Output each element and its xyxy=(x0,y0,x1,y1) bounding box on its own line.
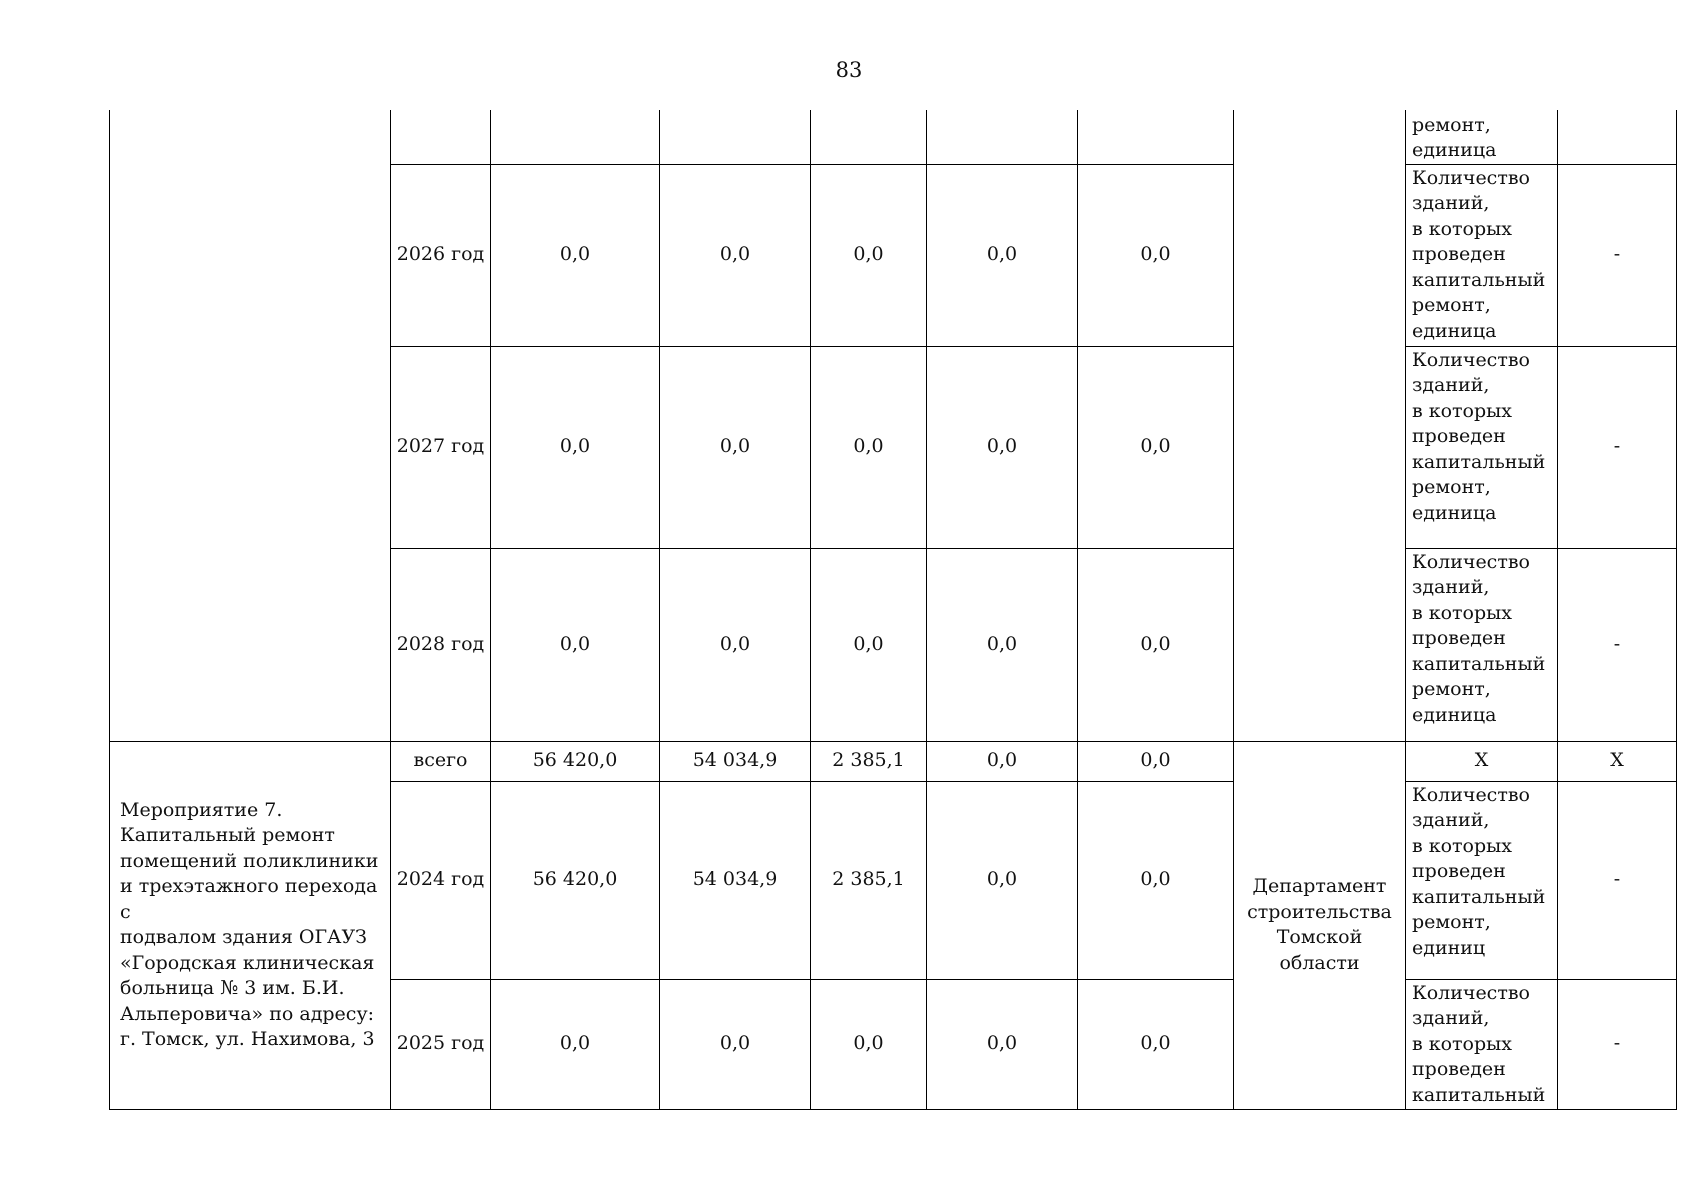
table-row xyxy=(110,741,1677,781)
value-cell: 54 034,9 xyxy=(660,741,811,781)
value-cell: 0,0 xyxy=(811,979,927,1109)
value-cell: 2 385,1 xyxy=(811,781,927,979)
value-cell xyxy=(927,110,1078,164)
value-cell: 0,0 xyxy=(660,548,811,741)
value-cell: 0,0 xyxy=(927,164,1078,346)
value-cell: 0,0 xyxy=(1078,346,1234,548)
value-cell: 0,0 xyxy=(811,346,927,548)
value-cell: 56 420,0 xyxy=(491,781,660,979)
indicator-cell: Количество зданий, в которых проведен капитальный ремонт, единица xyxy=(1406,548,1558,741)
value-cell: 0,0 xyxy=(811,164,927,346)
value-cell: 0,0 xyxy=(491,548,660,741)
value-cell: 56 420,0 xyxy=(491,741,660,781)
value-cell: 0,0 xyxy=(1078,781,1234,979)
target-cell: - xyxy=(1558,346,1677,548)
value-cell: 0,0 xyxy=(1078,741,1234,781)
indicator-cell: Количество зданий, в которых проведен капитальный ремонт, единиц xyxy=(1406,781,1558,979)
value-cell: 0,0 xyxy=(660,979,811,1109)
value-cell xyxy=(811,110,927,164)
value-cell: 0,0 xyxy=(811,548,927,741)
value-cell: 0,0 xyxy=(927,346,1078,548)
target-cell xyxy=(1558,110,1677,164)
indicator-cell: Количество зданий, в которых проведен капитальный ремонт, единица xyxy=(1406,164,1558,346)
value-cell xyxy=(660,110,811,164)
value-cell: 0,0 xyxy=(927,548,1078,741)
value-cell: 0,0 xyxy=(927,741,1078,781)
value-cell: 0,0 xyxy=(491,164,660,346)
value-cell xyxy=(1078,110,1234,164)
indicator-cell: Количество зданий, в которых проведен капитальный xyxy=(1406,979,1558,1109)
page-number: 83 xyxy=(835,58,863,82)
value-cell: 0,0 xyxy=(660,346,811,548)
target-cell: - xyxy=(1558,979,1677,1109)
target-cell: Х xyxy=(1558,741,1677,781)
year-cell: 2028 год xyxy=(391,548,491,741)
target-cell: - xyxy=(1558,548,1677,741)
value-cell: 54 034,9 xyxy=(660,781,811,979)
value-cell: 0,0 xyxy=(660,164,811,346)
value-cell xyxy=(491,110,660,164)
period-cell: всего xyxy=(391,741,491,781)
program-table xyxy=(109,110,1677,1110)
event-name-cell: Мероприятие 7. Капитальный ремонт помещений поликлиники и трехэтажного перехода с подвалом здания ОГАУЗ «Городская клиническая больница № 3 им. Б.И. Альперовича» по адресу: г. Томск, ул. Нахимова, 3 xyxy=(110,741,391,1109)
value-cell: 0,0 xyxy=(927,979,1078,1109)
indicator-cell: Х xyxy=(1406,741,1558,781)
table-row xyxy=(110,110,1677,164)
executor-cell: Департамент строительства Томской области xyxy=(1234,741,1406,1109)
value-cell: 0,0 xyxy=(1078,548,1234,741)
year-cell: 2026 год xyxy=(391,164,491,346)
target-cell: - xyxy=(1558,781,1677,979)
value-cell: 2 385,1 xyxy=(811,741,927,781)
value-cell: 0,0 xyxy=(491,979,660,1109)
prev-event-name-cell xyxy=(110,110,391,741)
target-cell: - xyxy=(1558,164,1677,346)
prev-executor-cell xyxy=(1234,110,1406,741)
year-cell: 2024 год xyxy=(391,781,491,979)
year-cell xyxy=(391,110,491,164)
indicator-cell: Количество зданий, в которых проведен капитальный ремонт, единица xyxy=(1406,346,1558,548)
value-cell: 0,0 xyxy=(927,781,1078,979)
year-cell: 2027 год xyxy=(391,346,491,548)
value-cell: 0,0 xyxy=(491,346,660,548)
value-cell: 0,0 xyxy=(1078,979,1234,1109)
indicator-cell: ремонт, единица xyxy=(1406,110,1558,164)
year-cell: 2025 год xyxy=(391,979,491,1109)
value-cell: 0,0 xyxy=(1078,164,1234,346)
